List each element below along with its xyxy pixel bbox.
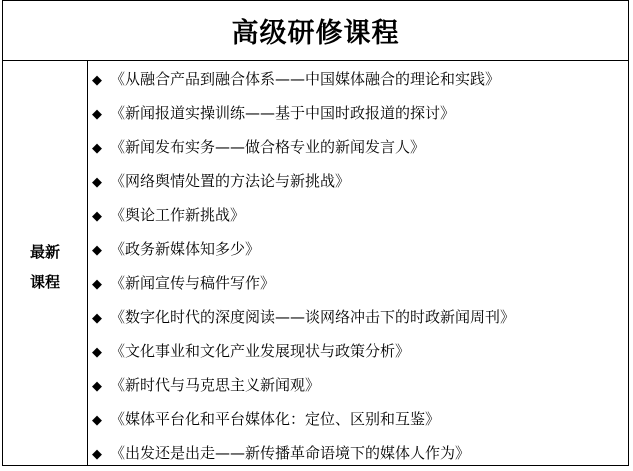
table-header [3, 1, 628, 61]
course-title: 《舆论工作新挑战》 [110, 206, 246, 224]
course-item [92, 62, 624, 96]
diamond-bullet-icon: ◆ [92, 447, 102, 462]
diamond-bullet-icon: ◆ [92, 73, 102, 88]
course-item [92, 368, 624, 402]
section-label [30, 237, 60, 297]
course-title: 《网络舆情处置的方法论与新挑战》 [110, 172, 351, 190]
course-title: 《政务新媒体知多少》 [110, 240, 261, 258]
course-title: 《从融合产品到融合体系——中国媒体融合的理论和实践》 [110, 70, 501, 88]
course-item [92, 334, 624, 368]
section-label-line2: 课程 [29, 272, 60, 291]
course-title: 《新时代与马克思主义新闻观》 [110, 376, 321, 394]
diamond-bullet-icon: ◆ [92, 243, 102, 258]
diamond-bullet-icon: ◆ [92, 277, 102, 292]
diamond-bullet-icon: ◆ [92, 311, 102, 326]
course-title: 《文化事业和文化产业发展现状与政策分析》 [110, 342, 411, 360]
diamond-bullet-icon: ◆ [92, 107, 102, 122]
course-item [92, 164, 624, 198]
course-item [92, 232, 624, 266]
section-label-line1: 最新 [29, 242, 60, 261]
diamond-bullet-icon: ◆ [92, 209, 102, 224]
course-item [92, 198, 624, 232]
diamond-bullet-icon: ◆ [92, 379, 102, 394]
course-title: 《新闻发布实务——做合格专业的新闻发言人》 [110, 138, 426, 156]
diamond-bullet-icon: ◆ [92, 345, 102, 360]
course-title: 《出发还是出走——新传播革命语境下的媒体人作为》 [110, 444, 471, 462]
course-item [92, 266, 624, 300]
course-title: 《数字化时代的深度阅读——谈网络冲击下的时政新闻周刊》 [110, 308, 516, 326]
course-item [92, 436, 624, 470]
course-title: 《新闻报道实操训练——基于中国时政报道的探讨》 [110, 104, 456, 122]
course-title: 《新闻宣传与稿件写作》 [110, 274, 276, 292]
course-item [92, 130, 624, 164]
course-title: 《媒体平台化和平台媒体化：定位、区别和互鉴》 [110, 410, 441, 428]
course-list [92, 62, 624, 470]
section-label-cell [3, 61, 88, 466]
diamond-bullet-icon: ◆ [92, 175, 102, 190]
course-item [92, 96, 624, 130]
course-item [92, 402, 624, 436]
table-title: 高级研修课程 [231, 18, 400, 49]
diamond-bullet-icon: ◆ [92, 141, 102, 156]
course-item [92, 300, 624, 334]
diamond-bullet-icon: ◆ [92, 413, 102, 428]
